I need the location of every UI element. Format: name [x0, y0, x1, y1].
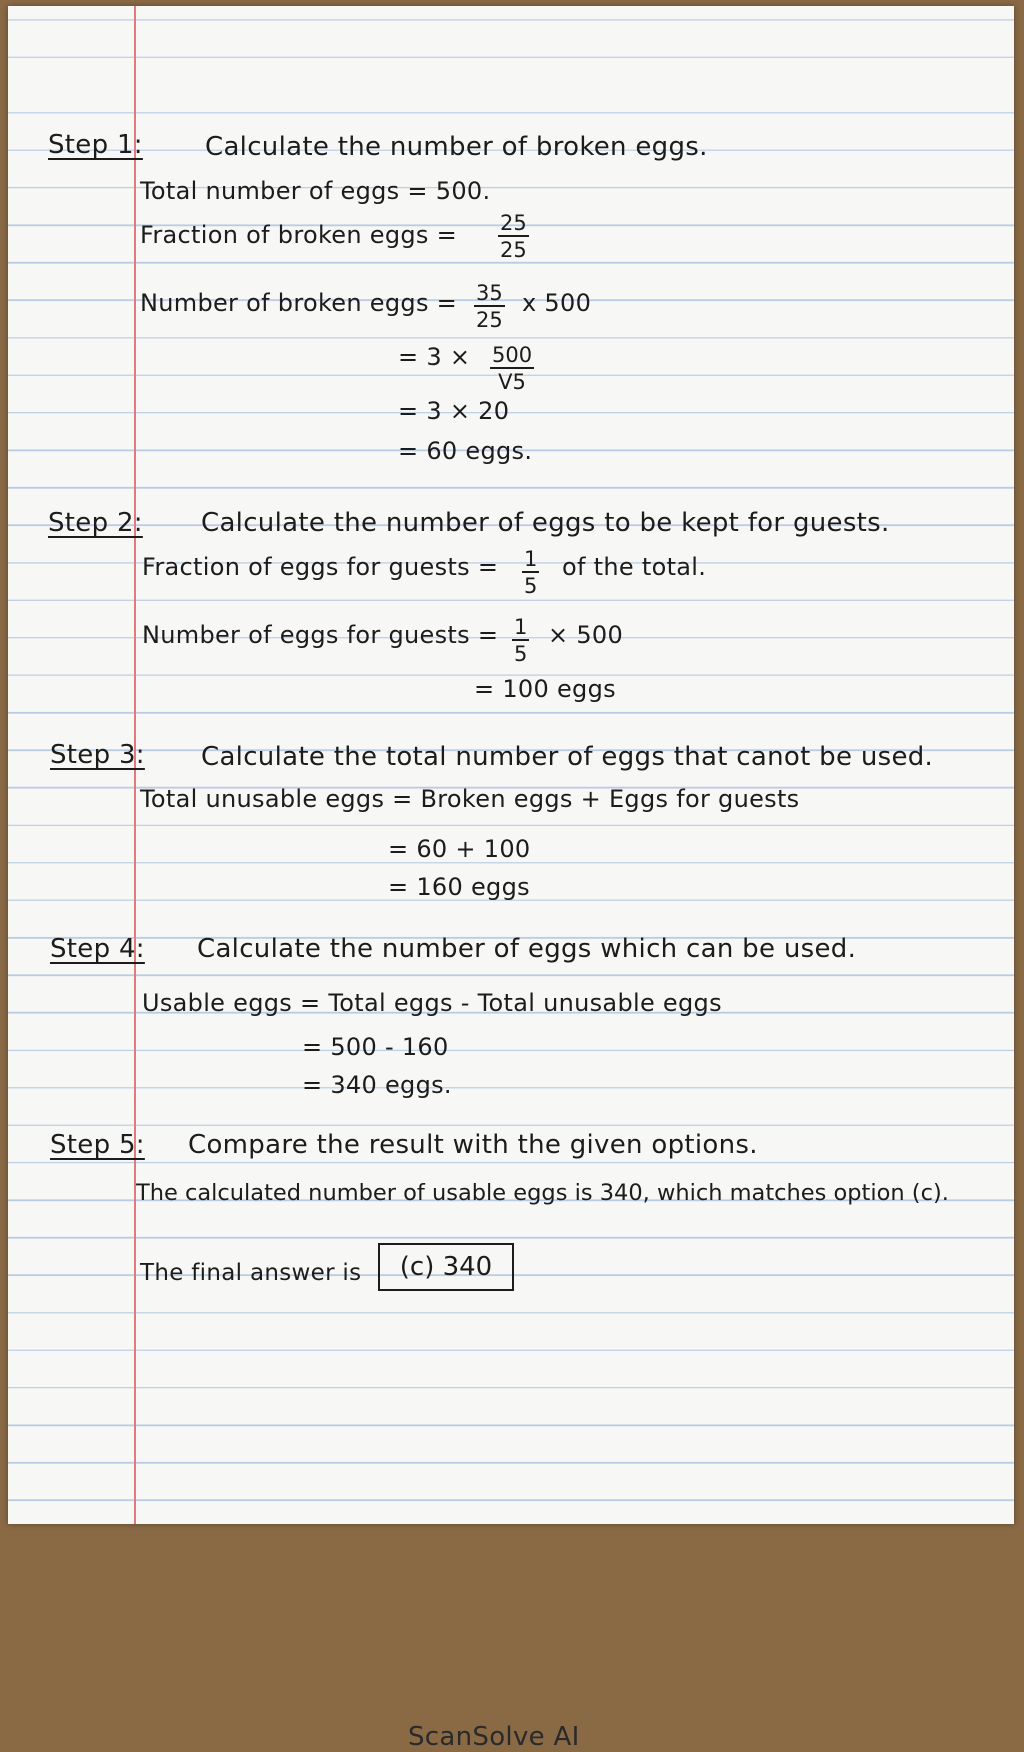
step-3-title: Calculate the total number of eggs that canot be used.: [201, 742, 934, 772]
step-2-result: = 100 eggs: [474, 675, 616, 703]
step-2-multiplier: × 500: [548, 621, 624, 649]
step-1-result: = 60 eggs.: [398, 437, 533, 465]
step-2-fraction-2: $\frac{1}{5}$: [514, 615, 528, 666]
notebook-page: [8, 6, 1014, 1752]
step-1-title: Calculate the number of broken eggs.: [205, 132, 708, 162]
step-4-result: = 340 eggs.: [302, 1071, 452, 1099]
step-1-calc-line-1: = 3 ×: [398, 343, 471, 371]
step-1-fraction-2: $\frac{35}{25}$: [476, 281, 503, 332]
step-4-label: Step 4:: [50, 934, 145, 964]
step-2-fraction-label: Fraction of eggs for guests =: [142, 553, 499, 581]
step-2-title: Calculate the number of eggs to be kept for guests.: [201, 508, 890, 538]
step-4-title: Calculate the number of eggs which can be used.: [197, 934, 857, 964]
step-3-calc-line: = 60 + 100: [388, 835, 531, 863]
step-1-multiplier: x 500: [522, 289, 592, 317]
step-1-total-eggs: Total number of eggs = 500.: [140, 177, 491, 205]
step-1-fraction-1: $\frac{25}{25}$: [500, 211, 527, 262]
step-3-equation: Total unusable eggs = Broken eggs + Eggs for guests: [140, 785, 800, 813]
step-2-label: Step 2:: [48, 508, 143, 538]
step-5-label: Step 5:: [50, 1130, 145, 1160]
step-3-label: Step 3:: [50, 740, 145, 770]
step-1-broken-eggs-label: Number of broken eggs =: [140, 289, 458, 317]
step-4-equation: Usable eggs = Total eggs - Total unusable eggs: [142, 989, 722, 1017]
footer-brand: ScanSolve AI: [408, 1722, 580, 1752]
step-2-of-total: of the total.: [562, 553, 707, 581]
step-5-comparison: The calculated number of usable eggs is 340, which matches option (c).: [136, 1180, 949, 1206]
final-answer-box: (c) 340: [378, 1243, 514, 1291]
step-1-label: Step 1:: [48, 130, 143, 160]
step-1-calc-line-2: = 3 × 20: [398, 397, 510, 425]
step-2-fraction-1: $\frac{1}{5}$: [524, 547, 538, 598]
step-5-title: Compare the result with the given options.: [188, 1130, 758, 1160]
final-answer-label: The final answer is: [140, 1260, 362, 1286]
step-1-fraction-label: Fraction of broken eggs =: [140, 221, 458, 249]
step-2-guest-eggs-label: Number of eggs for guests =: [142, 621, 499, 649]
step-1-fraction-3: $\frac{500}{V5}$: [492, 343, 533, 394]
step-3-result: = 160 eggs: [388, 873, 530, 901]
step-4-calc-line: = 500 - 160: [302, 1033, 449, 1061]
